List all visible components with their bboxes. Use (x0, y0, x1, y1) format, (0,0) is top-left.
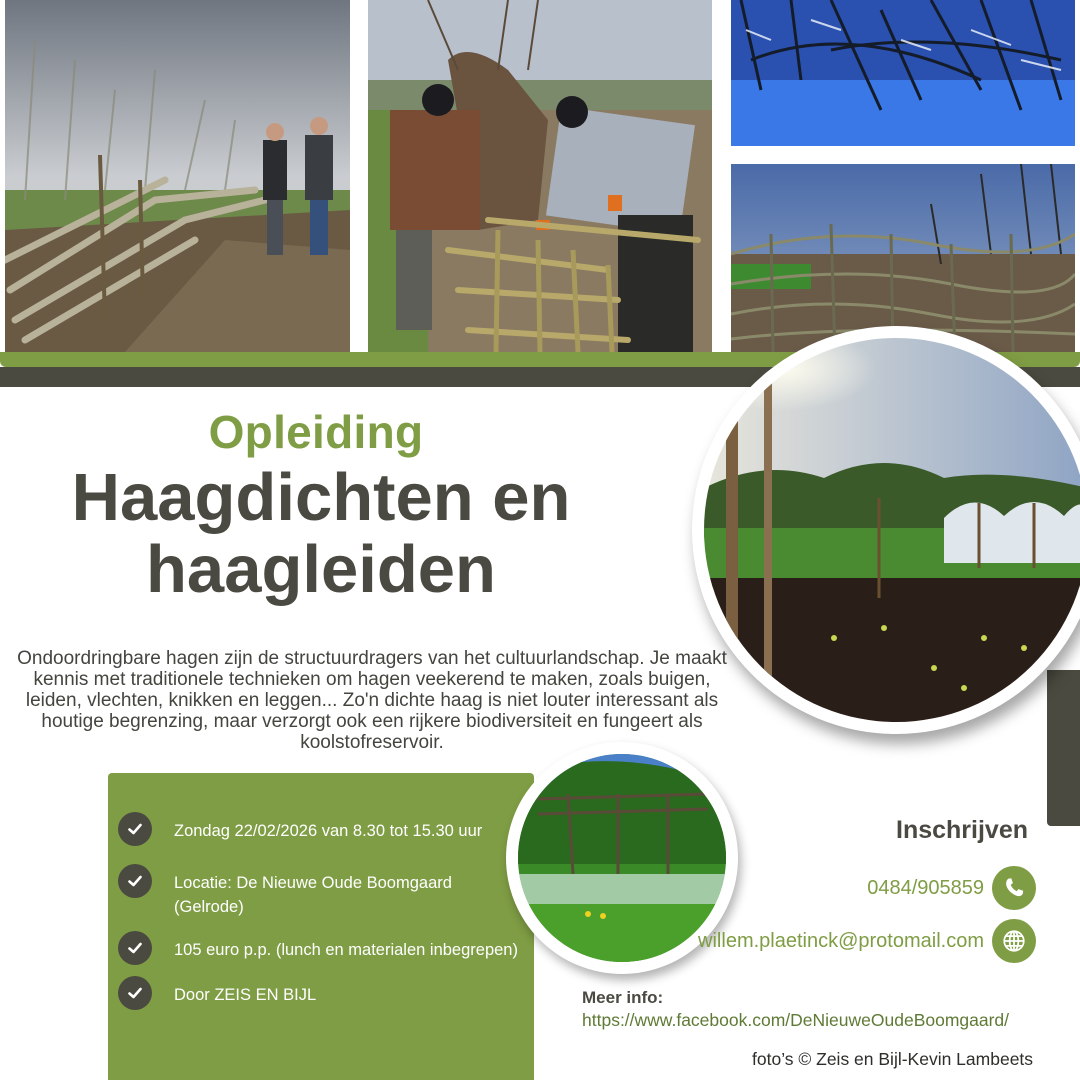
title-line-1: Haagdichten en (71, 460, 571, 535)
phone-contact (867, 866, 1036, 910)
detail-item-date (118, 819, 534, 846)
page-title (0, 462, 642, 606)
course-type-label: Opleiding (208, 406, 424, 458)
detail-text: 105 euro p.p. (lunch en materialen inbegrepen) (174, 941, 518, 959)
details-box (108, 773, 534, 1080)
detail-text: Locatie: De Nieuwe Oude Boomgaard (Gelrode) (174, 874, 452, 916)
detail-text: Door ZEIS EN BIJL (174, 986, 317, 1004)
circle-photo-garden-greenhouse (692, 326, 1080, 734)
email-link[interactable]: willem.plaetinck@protomail.com (698, 929, 984, 952)
photo-credits: foto’s © Zeis en Bijl-Kevin Lambeets (752, 1049, 1034, 1069)
right-dark-accent-bar (1047, 670, 1080, 826)
phone-number-link[interactable]: 0484/905859 (867, 876, 984, 899)
check-icon (118, 812, 152, 846)
facebook-link[interactable]: https://www.facebook.com/DeNieuweOudeBoomgaard/ (582, 1010, 1010, 1030)
globe-icon[interactable] (992, 919, 1036, 963)
signup-heading: Inschrijven (896, 816, 1028, 844)
intro-paragraph: Ondoordringbare hagen zijn de structuurdragers van het cultuurlandschap. Je maakt kennis met traditionele technieken om hagen veekerend te maken, zoals buigen, leiden, vlechten, knikken en leggen... Zo'n dichte haag is niet louter interessant als houtige begrenzing, maar verzorgt ook een rijkere biodiversiteit en fungeert als koolstofreservoir. (17, 648, 727, 753)
detail-text: Zondag 22/02/2026 van 8.30 tot 15.30 uur (174, 822, 483, 840)
photo-woven-hedge-blue-sky (731, 164, 1075, 352)
photo-men-weaving-hedge (368, 0, 712, 352)
detail-item-location (118, 871, 484, 919)
check-icon (118, 976, 152, 1010)
detail-item-organizer (118, 983, 534, 1010)
detail-item-price (118, 938, 554, 965)
title-line-2: haagleiden (146, 532, 496, 607)
photo-hedge-laying-two-men (5, 0, 350, 352)
photo-snowy-hedge (731, 0, 1075, 146)
check-icon (118, 931, 152, 965)
email-contact (698, 919, 1036, 963)
phone-icon[interactable] (992, 866, 1036, 910)
more-info-label: Meer info: (582, 988, 664, 1007)
check-icon (118, 864, 152, 898)
